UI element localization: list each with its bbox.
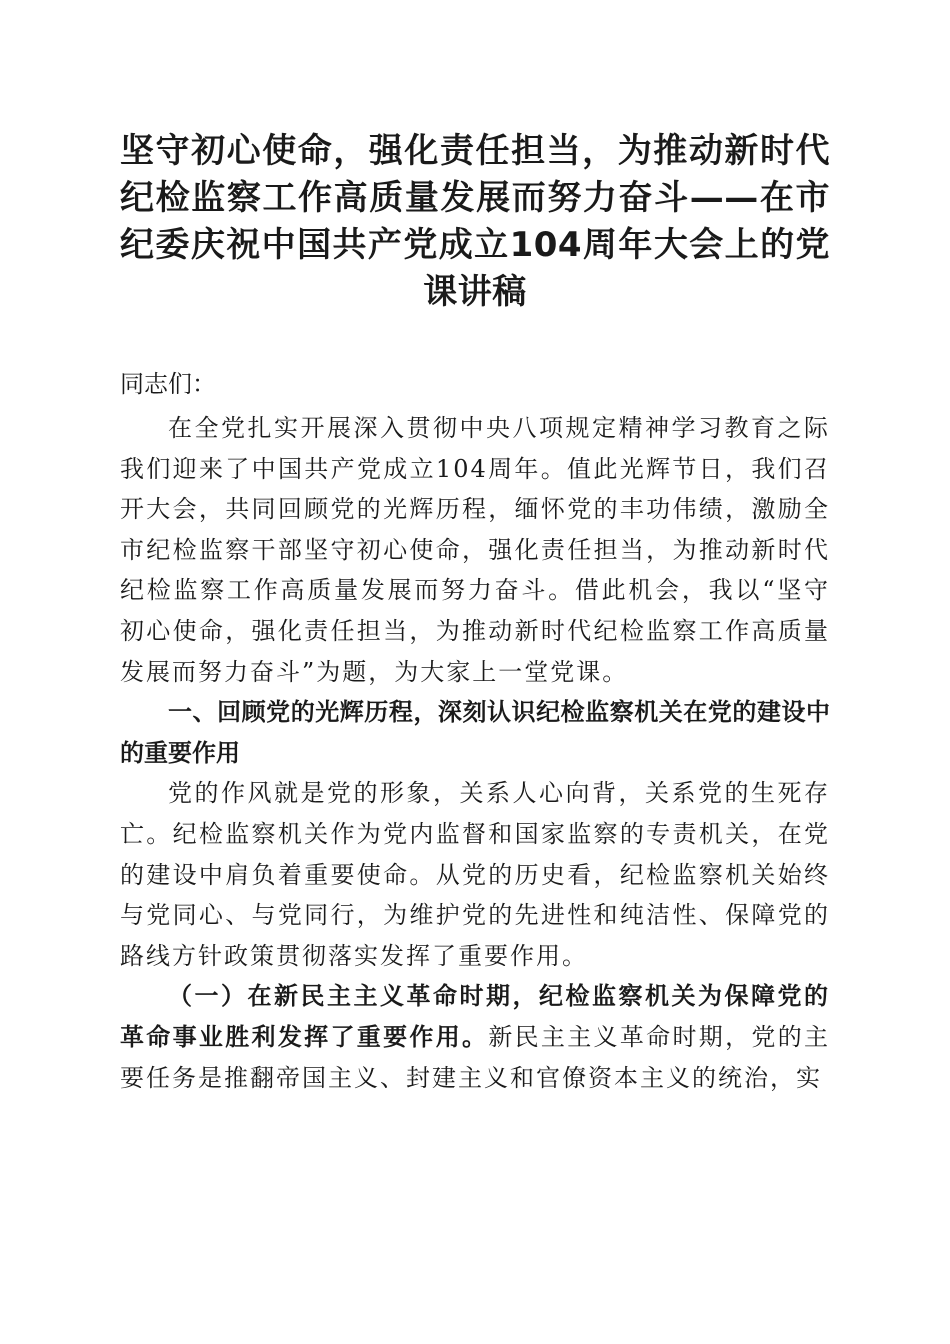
subsection-1-body: 新民主主义革命时期，党的主要任务是推翻帝国主义、封建主义和官僚资本主义的统治，实	[120, 1022, 831, 1092]
section-1-body: 党的作风就是党的形象，关系人心向背，关系党的生死存亡。纪检监察机关作为党内监督和国家监察的专责机关，在党的建设中肩负着重要使命。从党的历史看，纪检监察机关始终与党同心、与党同行，为维护党的先进性和纯洁性、保障党的路线方针政策贯彻落实发挥了重要作用。	[120, 779, 830, 970]
salutation: 同志们：	[120, 370, 216, 398]
section-1-heading: 一、回顾党的光辉历程，深刻认识纪检监察机关在党的建设中的重要作用	[120, 698, 830, 767]
subsection-1-paragraph	[120, 976, 830, 1098]
subsection-1-lead: （一）在新民主主义革命时期，纪检监察机关为保障党的革命事业胜利发挥了重要作用。	[120, 981, 830, 1051]
intro-paragraph: 在全党扎实开展深入贯彻中央八项规定精神学习教育之际我们迎来了中国共产党成立104周年。值此光辉节日，我们召开大会，共同回顾党的光辉历程，缅怀党的丰功伟绩，激励全市纪检监察干部坚守初心使命，强化责任担当，为推动新时代纪检监察工作高质量发展而努力奋斗。借此机会，我以“坚守初心使命，强化责任担当，为推动新时代纪检监察工作高质量发展而努力奋斗”为题，为大家上一堂党课。	[120, 414, 830, 686]
document-title: 坚守初心使命，强化责任担当，为推动新时代纪检监察工作高质量发展而努力奋斗——在市纪委庆祝中国共产党成立104周年大会上的党课讲稿	[120, 131, 830, 312]
document-page	[120, 128, 830, 1098]
